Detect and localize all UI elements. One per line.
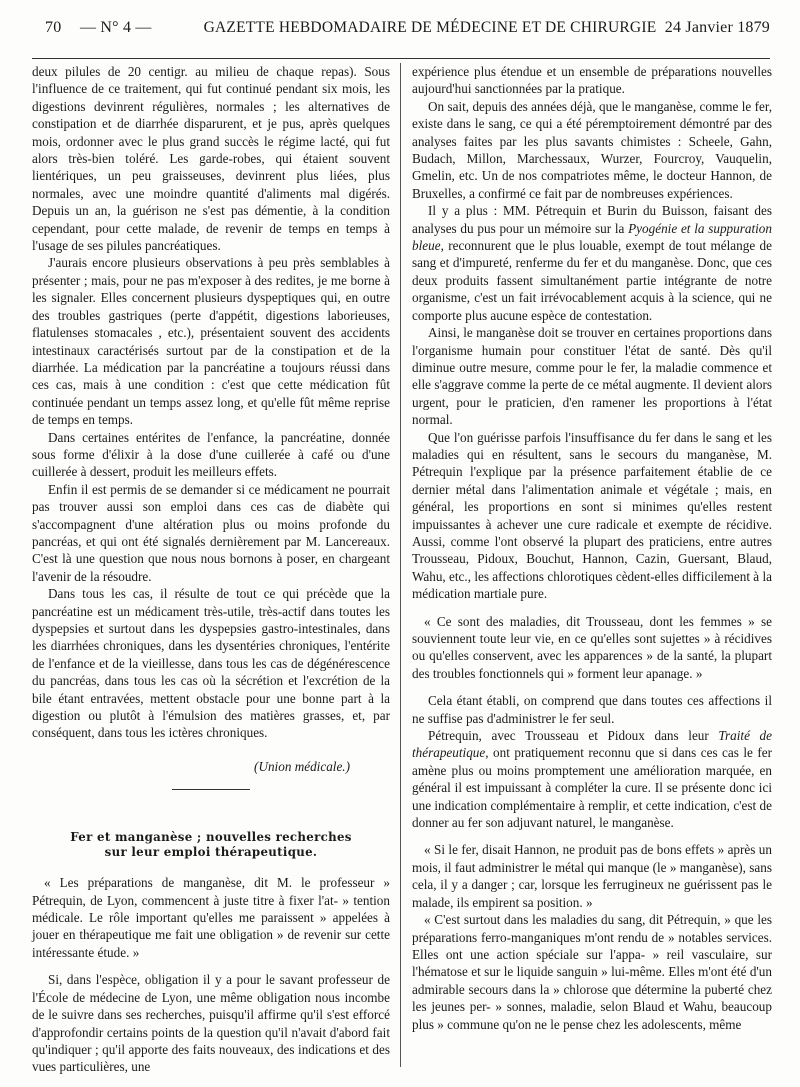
quote-text: « Ce sont des maladies, dit Trousseau, dont les femmes » se souviennent toute leur vie, en ce qu'elles sont sujettes » à récidives ou qu'elles conservent, avec les apparences » de la santé, la plupart des troubles fonctionnels qui » forment leur apanage. » bbox=[412, 613, 772, 681]
italic-title: Pyogénie et la suppuration bleue bbox=[412, 220, 772, 254]
page-number: 70 bbox=[45, 19, 62, 36]
paragraph: deux pilules de 20 centigr. au milieu de chaque repas). Sous l'influence de ce traitement, qui fut continué pendant six mois, les digestions devinrent régulières, normales ; les alternatives de constipation et de diarrhée disparurent, et je pus, après quelques mois, ordonner avec le plus grand succès le régime lacté, qui fut alors très-bien toléré. Les garde-robes, qui étaient souvent lientériques, un peu graisseuses, devinrent plus liées, plus normales, avec une moindre quantité d'aliments mal digérés. Depuis un an, la guérison ne s'est pas démentie, à la condition cependant, pour cette malade, de revenir de temps en temps à l'usage de ses pilules pancréatiques. bbox=[32, 64, 390, 254]
paragraph: Si, dans l'espèce, obligation il y a pour le savant professeur de l'École de médecine de Lyon, une même obligation nous incombe de le suivre dans ses recherches, puisqu'il affirme qu'il s'est efforcé d'approfondir certains points de la question qu'il n'avait d'abord fait qu'indiquer ; qu'il apporte des faits nouveaux, des indications et des vues particulières, une bbox=[32, 972, 390, 1075]
quote-text: « C'est surtout dans les maladies du sang, dit Pétrequin, » que les préparations ferro-manganiques m'ont rendu de » notables services. Elles ont une action spéciale sur l'appa- » reil vasculaire, sur l'hématose et sur le liquide sanguin » lui-même. Elles m'ont été d'un admirable secours dans la » chlorose que détermine la puberté chez les jeunes per- » sonnes, maladie, selon Blaud et Wahu, beaucoup plus » commune qu'on ne le pense chez les adolescents, même bbox=[412, 912, 772, 1032]
quote-text: « Si le fer, disait Hannon, ne produit pas de bons effets » après un mois, il faut administrer le métal qui manque (le » manganèse), sans cela, il y a danger ; car, lorsque les ferrugineux ne guérissent pas le malade, ils empirent sa position. » bbox=[412, 842, 772, 910]
paragraph: Que l'on guérisse parfois l'insuffisance du fer dans le sang et les maladies qui en résultent, sans le secours du manganèse, M. Pétrequin l'explique par la présence parfaitement établie de ce dernier métal dans l'alimentation animale et végétale ; mais, en général, les proportions en sont si minimes qu'elles restent impuissantes à achever une cure radicale et exempte de récidive. Aussi, comme l'ont observé la plupart des praticiens, entre autres Trousseau, Pidoux, Bouchut, Hannon, Cazin, Guersant, Blaud, Wahu, etc., les affections chlorotiques cèdent-elles difficilement à la médication martiale pure. bbox=[412, 429, 772, 602]
right-column bbox=[412, 63, 772, 1033]
paragraph bbox=[412, 727, 772, 831]
journal-title: GAZETTE HEBDOMADAIRE DE MÉDECINE ET DE CHIRURGIE bbox=[203, 19, 657, 36]
article-title bbox=[42, 830, 380, 860]
section-rule bbox=[172, 789, 250, 790]
issue-date: 24 Janvier 1879 bbox=[664, 19, 770, 36]
column-divider bbox=[400, 63, 401, 1067]
paragraph: Enfin il est permis de se demander si ce médicament ne pourrait pas trouver aussi son emploi dans ces cas de diabète qui s'accompagnent d'une altération plus ou moins profonde du pancréas, et qui ont été signalés dernièrement par M. Lancereaux. C'est là une question que nous nous bornons à poser, en chargeant l'avenir de la résoudre. bbox=[32, 481, 390, 584]
paragraph: Dans certaines entérites de l'enfance, la pancréatine, donnée sous forme d'élixir à la dose d'une cuillerée à café ou d'une cuillerée à dessert, produit les meilleurs effets. bbox=[32, 429, 390, 480]
header-rule bbox=[32, 58, 770, 59]
paragraph bbox=[412, 202, 772, 324]
paragraph: J'aurais encore plusieurs observations à peu près semblables à présenter ; mais, pour ne pas m'exposer à des redites, je me borne à les signaler. Elles concernent plusieurs dyspeptiques qui, en outre des troubles gastriques (perte d'appétit, digestions laborieuses, flatulenses stomacales , etc.), présentaient souvent des accidents intestinaux caractérisés surtout par de la constipation et de la diarrhée. La médication par la pancréatine a toujours réussi dans ces cas, mais à une condition : c'est que cette médication fût continuée pendant un temps assez long, et qu'elle fût même reprise de temps en temps. bbox=[32, 255, 390, 428]
italic-title: Traité de thérapeutique bbox=[412, 728, 772, 761]
source-citation: (Union médicale.) bbox=[254, 758, 350, 774]
quotation bbox=[32, 874, 390, 961]
quotation bbox=[412, 841, 772, 1032]
text-run: Pétrequin, avec Trousseau et Pidoux dans leur bbox=[428, 728, 719, 744]
issue-number: — N° 4 — bbox=[80, 19, 152, 36]
article-title-line: Fer et manganèse ; nouvelles recherches bbox=[70, 830, 352, 845]
quote-text: « Les préparations de manganèse, dit M. le professeur » Pétrequin, de Lyon, commencent à juste titre à fixer l'at- » tention médicale. Le rôle important qu'elles me paraissent » appelées à jouer en thérapeutique me fait une obligation » de revenir sur cette intéressante étude. » bbox=[32, 875, 390, 960]
text-run: , reconnurent que le plus louable, exempt de tout mélange de sang et d'impureté, renferme du fer et du manganèse. Donc, que ces deux produits fassent simultanément partie intégrante de notre organisme, c'est un fait irrévocablement acquis à la science, qui ne comporte plus aucune espèce de contestation. bbox=[412, 238, 772, 323]
paragraph: Dans tous les cas, il résulte de tout ce qui précède que la pancréatine est un médicament très-utile, très-actif dans toutes les dyspepsies et surtout dans les dyspepsies gastro-intestinales, dans les diarrhées chroniques, dans les dysentéries chroniques, l'entérite de l'enfance et de la vieillesse, dans tous les cas de dégénérescence du pancréas, dans tous les cas où la sécrétion et l'excrétion de la bile étant entravées, mettent obstacle pour une bonne part à la digestion ou plutôt à l'émulsion des matières grasses, et, par conséquent, dans tous les ictères chroniques. bbox=[32, 586, 390, 741]
page-header bbox=[45, 8, 770, 48]
quotation bbox=[412, 613, 772, 683]
paragraph: Ainsi, le manganèse doit se trouver en certaines proportions dans l'organisme humain pour constituer l'état de santé. Dès qu'il diminue outre mesure, comme pour le fer, la maladie commence et elle s'aggrave comme la perte de ce métal augmente. Il devient alors urgent, pour le praticien, d'en ramener les proportions à l'état normal. bbox=[412, 325, 772, 428]
paragraph: Cela étant établi, on comprend que dans toutes ces affections il ne suffise pas d'administrer le fer seul. bbox=[412, 693, 772, 726]
left-column bbox=[32, 63, 390, 1076]
paragraph: expérience plus étendue et un ensemble de préparations nouvelles aujourd'hui sanctionnées par la pratique. bbox=[412, 64, 772, 97]
text-run: , ont pratiquement reconnu que si dans ces cas le fer amène plus ou moins promptement une amélioration marquée, en général il est impuissant à compléter la cure. Il se présente donc ici une indication complémentaire à remplir, et cette indication, c'est de donner au fer son adjuvant naturel, le manganèse. bbox=[412, 745, 772, 831]
paragraph: On sait, depuis des années déjà, que le manganèse, comme le fer, existe dans le sang, ce qui a été péremptoirement démontré par des analyses faites par les plus savants chimistes : Scheele, Gahn, Budach, Millon, Marchessaux, Wurzer, Fourcroy, Vauquelin, Gmelin, etc. Un de nos compatriotes même, le docteur Hannon, de Bruxelles, a confirmé ce fait par de nombreuses expériences. bbox=[412, 98, 772, 201]
text-run: Il y a plus : MM. Pétrequin et Burin du Buisson, faisant des analyses du pus pour un mémoire sur la bbox=[412, 203, 772, 236]
article-title-line: sur leur emploi thérapeutique. bbox=[104, 845, 318, 860]
